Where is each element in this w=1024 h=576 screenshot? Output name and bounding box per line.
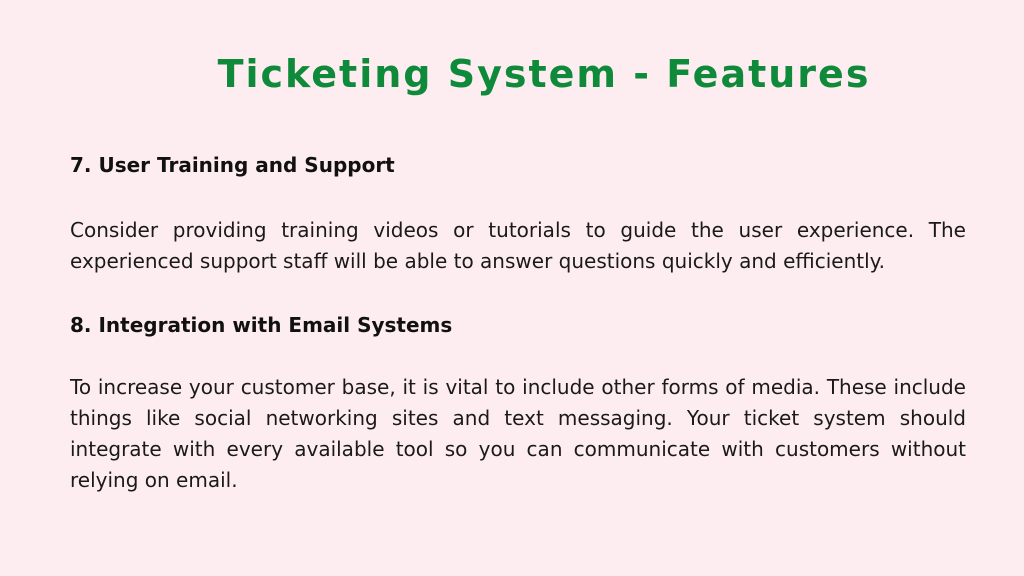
section-heading: 8. Integration with Email Systems <box>70 313 453 337</box>
section-body: To increase your customer base, it is vital to include other forms of media. These include things like social networking sites and text messaging. Your ticket system should integrate with every available tool so you can communicate with customers without relying on email. <box>70 375 966 492</box>
section-user-training <box>70 150 966 277</box>
slide-title: Ticketing System - Features <box>217 52 871 96</box>
section-email-integration <box>70 310 966 496</box>
slide-content <box>70 150 966 496</box>
section-body: Consider providing training videos or tutorials to guide the user experience. The experienced support staff will be able to answer questions quickly and efficiently. <box>70 218 966 273</box>
section-heading: 7. User Training and Support <box>70 153 395 177</box>
